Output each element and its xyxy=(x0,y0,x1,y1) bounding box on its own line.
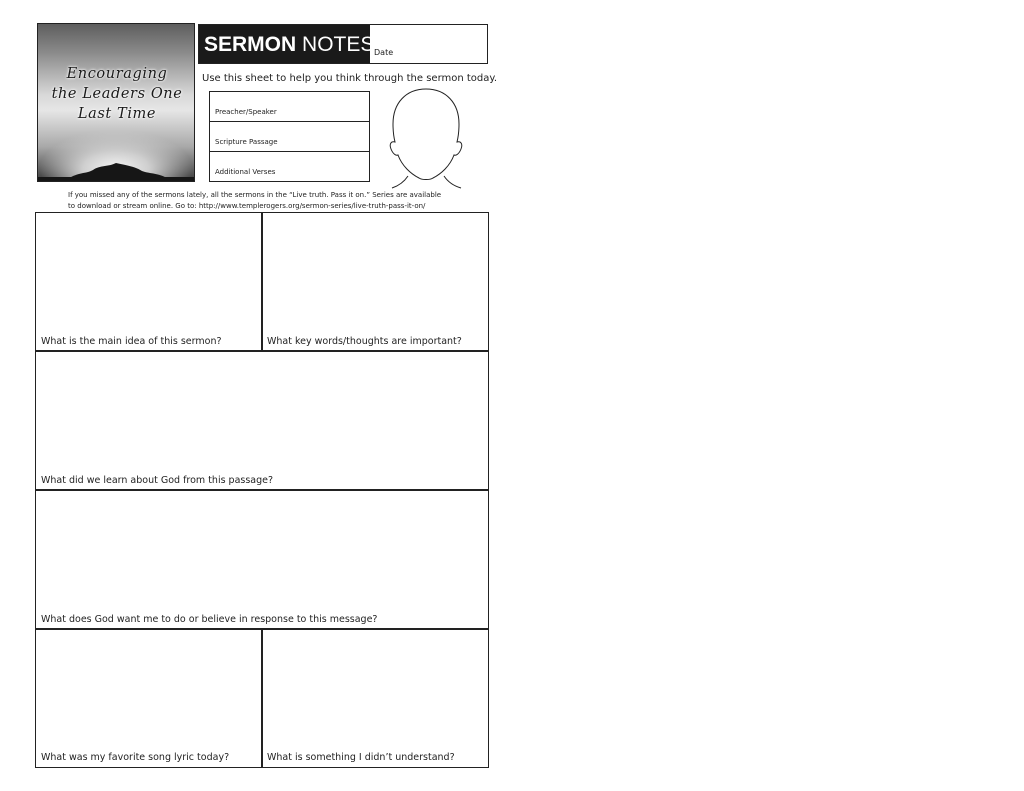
page-title-bold: SERMON xyxy=(204,33,297,56)
download-note-line[interactable]: to download or stream online. Go to: http://www.templerogers.org/sermon-series/live-truth-pass-it-on/ xyxy=(68,201,426,210)
response-box[interactable] xyxy=(35,489,489,630)
field-label: Scripture Passage xyxy=(215,138,278,146)
download-note xyxy=(68,190,488,211)
speaker-info-table xyxy=(209,91,370,182)
page-title xyxy=(199,25,375,63)
question-label: What is the main idea of this sermon? xyxy=(41,336,222,347)
preacher-speaker-field[interactable] xyxy=(210,92,369,122)
field-label: Additional Verses xyxy=(215,168,276,176)
additional-verses-field[interactable] xyxy=(210,152,369,181)
main-idea-box[interactable] xyxy=(35,212,263,352)
notes-grid xyxy=(35,212,489,768)
title-bar xyxy=(198,24,488,64)
face-outline-icon[interactable] xyxy=(384,86,468,190)
instructions-text: Use this sheet to help you think through the sermon today. xyxy=(202,73,498,84)
didnt-understand-box[interactable] xyxy=(261,628,489,768)
favorite-lyric-box[interactable] xyxy=(35,628,263,768)
question-label: What does God want me to do or believe in response to this message? xyxy=(41,614,378,625)
sermon-series-cover-image xyxy=(37,23,195,182)
download-note-line: If you missed any of the sermons lately, all the sermons in the “Live truth. Pass it on.” Series are available xyxy=(68,191,442,199)
field-label: Preacher/Speaker xyxy=(215,108,277,116)
cover-title-line: Last Time xyxy=(77,106,157,122)
date-field[interactable]: Date xyxy=(374,48,394,57)
question-label: What was my favorite song lyric today? xyxy=(41,752,230,763)
question-label: What did we learn about God from this passage? xyxy=(41,475,274,486)
cover-title-line: Encouraging xyxy=(66,66,168,82)
key-words-box[interactable] xyxy=(261,212,489,352)
scripture-passage-field[interactable] xyxy=(210,122,369,152)
cover-title-line: the Leaders One xyxy=(51,86,183,102)
page-title-rest: NOTES xyxy=(296,33,375,56)
cover-title xyxy=(38,64,195,124)
question-label: What is something I didn’t understand? xyxy=(267,752,455,763)
learn-about-god-box[interactable] xyxy=(35,350,489,491)
question-label: What key words/thoughts are important? xyxy=(267,336,462,347)
